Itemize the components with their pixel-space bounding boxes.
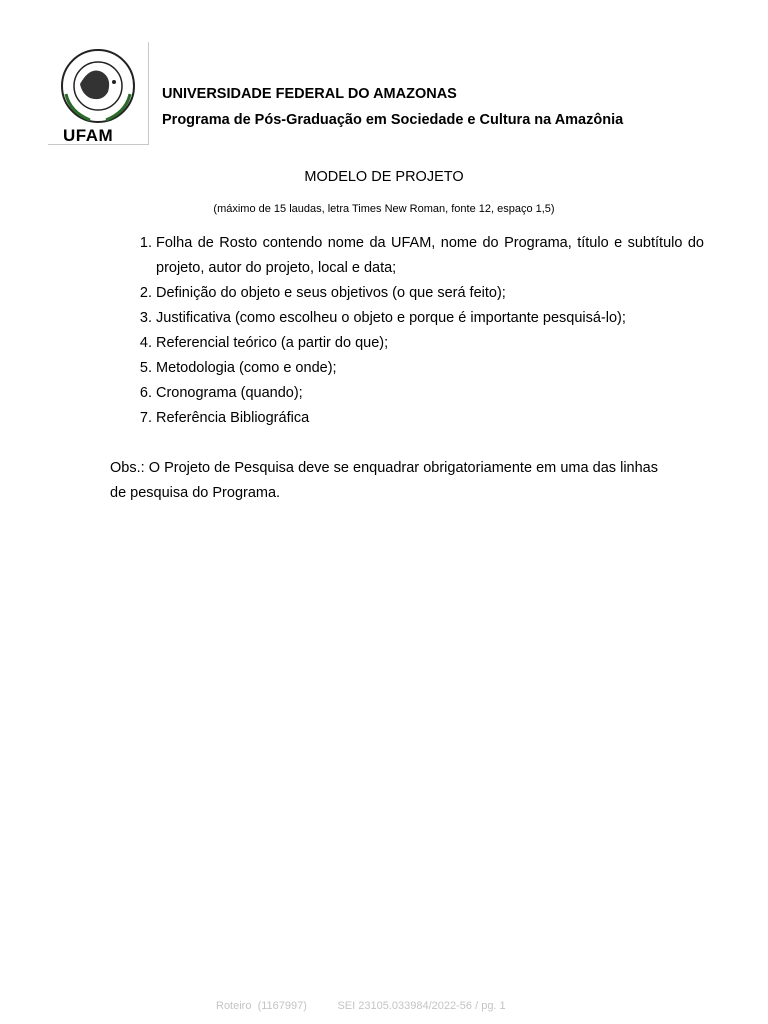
ufam-logo xyxy=(48,42,149,145)
list-item: 5. Metodologia (como e onde); xyxy=(156,356,704,381)
logo-text: UFAM xyxy=(63,126,114,145)
header xyxy=(162,85,623,129)
list-item: 2. Definição do objeto e seus objetivos (o que será feito); xyxy=(156,281,704,306)
document-title: MODELO DE PROJETO xyxy=(304,169,464,185)
page-footer xyxy=(216,1000,506,1012)
list-item: 4. Referencial teórico (a partir do que); xyxy=(156,331,704,356)
format-note: (máximo de 15 laudas, letra Times New Roman, fonte 12, espaço 1,5) xyxy=(213,203,555,215)
program-name: Programa de Pós-Graduação em Sociedade e Cultura na Amazônia xyxy=(162,112,624,128)
ufam-seal-icon xyxy=(50,44,146,124)
list-item: 6. Cronograma (quando); xyxy=(156,381,704,406)
footer-sei-ref: SEI 23105.033984/2022-56 / pg. 1 xyxy=(337,1000,506,1012)
list-item: 7. Referência Bibliográfica xyxy=(156,406,704,431)
requirements-list xyxy=(110,231,704,431)
list-item: 3. Justificativa (como escolheu o objeto e porque é importante pesquisá-lo); xyxy=(156,306,704,331)
footer-doc-id: Roteiro (1167997) xyxy=(216,1000,307,1012)
list-item: 1. Folha de Rosto contendo nome da UFAM, nome do Programa, título e subtítulo do projeto, autor do projeto, local e data; xyxy=(156,231,704,281)
observation-paragraph: Obs.: O Projeto de Pesquisa deve se enquadrar obrigatoriamente em uma das linhas de pesquisa do Programa. xyxy=(110,460,658,501)
university-name: UNIVERSIDADE FEDERAL DO AMAZONAS xyxy=(162,86,457,102)
